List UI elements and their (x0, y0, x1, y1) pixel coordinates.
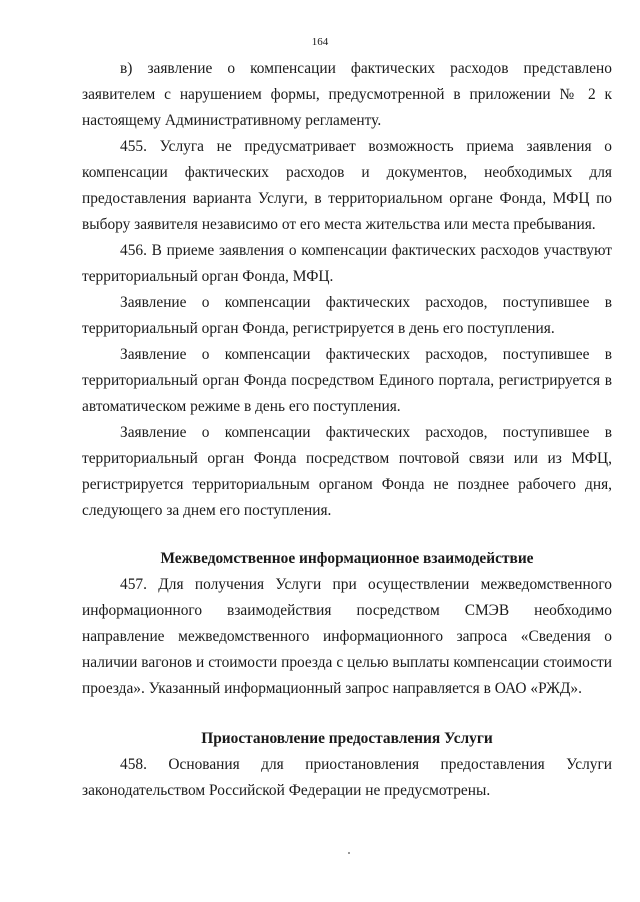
section-heading-suspension: Приостановление предоставления Услуги (201, 730, 493, 747)
page-number: 164 (311, 36, 329, 48)
paragraph-registration-3: Заявление о компенсации фактических расходов, поступившее в территориальный орган Фонда посредством почтовой связи или из МФЦ, регистрируется территориальным органом Фонда не позднее рабочего дня, следующего за днем его поступления. (82, 424, 612, 519)
section-heading-interagency: Межведомственное информационное взаимодействие (160, 550, 534, 567)
paragraph-456: 456. В приеме заявления о компенсации фактических расходов участвуют территориальный орган Фонда, МФЦ. (82, 242, 612, 285)
spacer (82, 702, 612, 726)
paragraph-item-v: в) заявление о компенсации фактических расходов представлено заявителем с нарушением формы, предусмотренной в приложении № 2 к настоящему Административному регламенту. (82, 60, 612, 129)
paragraph-registration-2: Заявление о компенсации фактических расходов, поступившее в территориальный орган Фонда посредством Единого портала, регистрируется в автоматическом режиме в день его поступления. (82, 346, 612, 415)
paragraph-registration-1: Заявление о компенсации фактических расходов, поступившее в территориальный орган Фонда, регистрируется в день его поступления. (82, 294, 612, 337)
paragraph-455: 455. Услуга не предусматривает возможность приема заявления о компенсации фактических расходов и документов, необходимых для предоставления варианта Услуги, в территориальном органе Фонда, МФЦ по выбору заявителя независимо от его места жительства или места пребывания. (82, 138, 612, 233)
spacer (82, 524, 612, 546)
paragraph-458: 458. Основания для приостановления предоставления Услуги законодательством Российской Федерации не предусмотрены. (82, 756, 612, 799)
paragraph-457: 457. Для получения Услуги при осуществлении межведомственного информационного взаимодействия посредством СМЭВ необходимо направление межведомственного информационного запроса «Сведения о наличии вагонов и стоимости проезда с целью выплаты компенсации стоимости проезда». Указанный информационный запрос направляется в ОАО «РЖД». (82, 576, 612, 697)
document-body (82, 56, 612, 804)
scan-speck (348, 852, 350, 854)
